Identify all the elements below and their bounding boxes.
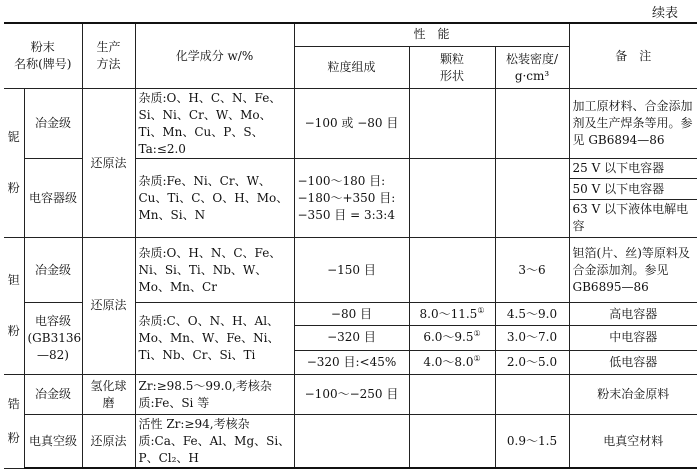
group-tantalum: 钽 粉 bbox=[4, 238, 24, 375]
ta-cap-r3-remark: 低电容器 bbox=[569, 350, 697, 374]
ta-cap-r1-shape: 8.0～11.5① bbox=[409, 302, 495, 325]
ta-cap-r2-shape: 6.0～9.5① bbox=[409, 326, 495, 350]
zr-met-density bbox=[495, 374, 569, 415]
ta-cap-r3-shape: 4.0～8.0① bbox=[409, 350, 495, 374]
nb-met-size: −100 或 −80 目 bbox=[294, 89, 409, 159]
nb-cap-remark-2: 50 V 以下电容器 bbox=[569, 179, 697, 199]
ta-met-shape bbox=[409, 238, 495, 303]
ta-cap-composition: 杂质:C、O、N、H、Al、Mo、Mn、W、Fe、Ni、Ti、Nb、Cr、Si、Ti bbox=[135, 302, 294, 374]
continued-label: 续表 bbox=[651, 6, 678, 21]
zr-vac-method: 还原法 bbox=[82, 415, 135, 468]
nb-met-shape bbox=[409, 89, 495, 159]
zr-vac-density: 0.9～1.5 bbox=[495, 415, 569, 468]
zr-met-size: −100～−250 目 bbox=[294, 374, 409, 415]
ta-met-composition: 杂质:O、H、N、C、Fe、Ni、Si、Ti、Nb、W、Mo、Mn、Cr bbox=[135, 238, 294, 303]
nb-cap-density bbox=[495, 159, 569, 238]
header-properties: 性 能 bbox=[294, 23, 569, 46]
ta-met-size: −150 目 bbox=[294, 238, 409, 303]
ta-cap-r2-density: 3.0～7.0 bbox=[495, 326, 569, 350]
zr-vac-composition: 活性 Zr:≥94,考核杂质:Ca、Fe、Al、Mg、Si、P、Cl₂、H bbox=[135, 415, 294, 468]
header-bulk-density: 松装密度/ g·cm³ bbox=[495, 46, 569, 89]
zr-met-composition: Zr:≥98.5～99.0,考核杂质:Fe、Si 等 bbox=[135, 374, 294, 415]
zr-met-shape bbox=[409, 374, 495, 415]
nb-cap-shape bbox=[409, 159, 495, 238]
ta-cap-r2-remark: 中电容器 bbox=[569, 326, 697, 350]
header-composition: 化学成分 w/% bbox=[135, 23, 294, 89]
nb-cap-composition: 杂质:Fe、Ni、Cr、W、Cu、Ti、C、O、H、Mo、Mn、Si、N bbox=[135, 159, 294, 238]
zr-vac-grade: 电真空级 bbox=[24, 415, 82, 468]
ta-method: 还原法 bbox=[82, 238, 135, 375]
group-niobium: 铌 粉 bbox=[4, 89, 24, 238]
zr-met-method: 氢化球磨 bbox=[82, 374, 135, 415]
nb-cap-remark-3: 63 V 以下液体电解电容 bbox=[569, 199, 697, 237]
ta-cap-r3-density: 2.0～5.0 bbox=[495, 350, 569, 374]
zr-met-grade: 冶金级 bbox=[24, 374, 82, 415]
header-method: 生产 方法 bbox=[82, 23, 135, 89]
nb-cap-remark-1: 25 V 以下电容器 bbox=[569, 159, 697, 179]
nb-met-composition: 杂质:O、H、C、N、Fe、Si、Ni、Cr、W、Mo、Ti、Mn、Cu、P、S、Ta:≤2.0 bbox=[135, 89, 294, 159]
zr-vac-shape bbox=[409, 415, 495, 468]
nb-cap-size: −100～180 目: −180～+350 目: −350 目 = 3:3:4 bbox=[294, 159, 409, 238]
ta-cap-r1-remark: 高电容器 bbox=[569, 302, 697, 325]
header-powder-name: 粉末 名称(牌号) bbox=[4, 23, 82, 89]
ta-cap-r2-size: −320 目 bbox=[294, 326, 409, 350]
powder-properties-table bbox=[4, 22, 697, 469]
zr-vac-size bbox=[294, 415, 409, 468]
ta-met-remark: 钽箔(片、丝)等原料及合金添加剂。参见 GB6895—86 bbox=[569, 238, 697, 303]
nb-met-density bbox=[495, 89, 569, 159]
ta-cap-r1-density: 4.5～9.0 bbox=[495, 302, 569, 325]
header-remarks: 备 注 bbox=[569, 23, 697, 89]
ta-cap-r3-size: −320 目:<45% bbox=[294, 350, 409, 374]
nb-method: 还原法 bbox=[82, 89, 135, 238]
header-particle-size: 粒度组成 bbox=[294, 46, 409, 89]
ta-met-grade: 冶金级 bbox=[24, 238, 82, 303]
nb-met-remark: 加工原材料、合金添加剂及生产焊条等用。参见 GB6894—86 bbox=[569, 89, 697, 159]
group-zirconium: 锆 粉 bbox=[4, 374, 24, 468]
zr-met-remark: 粉末冶金原料 bbox=[569, 374, 697, 415]
nb-cap-grade: 电容器级 bbox=[24, 159, 82, 238]
ta-met-density: 3～6 bbox=[495, 238, 569, 303]
ta-cap-r1-size: −80 目 bbox=[294, 302, 409, 325]
ta-cap-grade: 电容级 (GB3136 —82) bbox=[24, 302, 82, 374]
header-particle-shape: 颗粒 形状 bbox=[409, 46, 495, 89]
nb-met-grade: 冶金级 bbox=[24, 89, 82, 159]
zr-vac-remark: 电真空材料 bbox=[569, 415, 697, 468]
